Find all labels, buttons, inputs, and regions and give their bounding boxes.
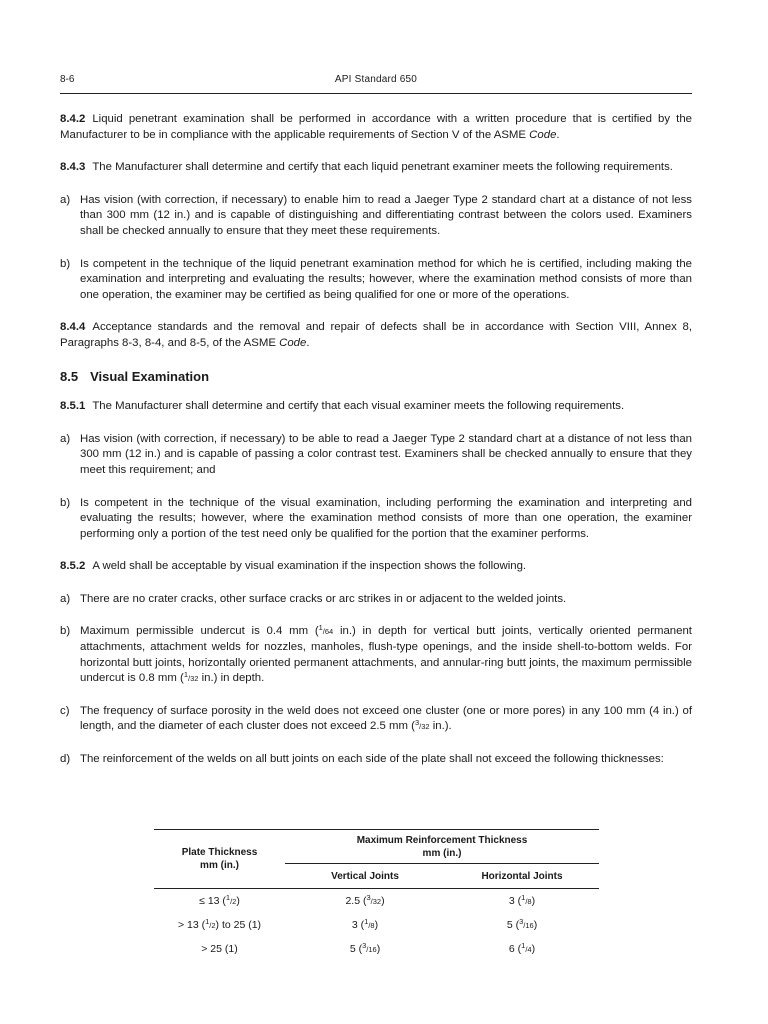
section-text: A weld shall be acceptable by visual examination if the inspection shows the following. — [92, 560, 527, 573]
fraction-numerator: 1 — [364, 916, 369, 926]
cell-text: 5 ( — [349, 942, 363, 955]
page-number: 8-6 — [60, 74, 75, 85]
section-text: Acceptance standards and the removal and repair of defects shall be in accordance with Section VIII, Annex 8, Paragraphs 8-3, 8-4, and 8-5, of the ASME — [60, 321, 692, 349]
item-text: in.) in depth. — [198, 672, 265, 685]
section-8-5-2 — [60, 559, 692, 575]
item-text: Is competent in the technique of the visual examination, including performing the examination and interpreting and evaluating the results; however, where the examination method consists of more than one operation, the examiner performing only a portion of the test need only be qualified for the portion that the examiner performs. — [80, 496, 692, 540]
fraction-numerator: 3 — [362, 940, 367, 950]
cell-text: ) — [376, 942, 381, 955]
item-label: d) — [60, 753, 71, 766]
section-text: The Manufacturer shall determine and certify that each liquid penetrant examiner meets the following requirements. — [92, 161, 673, 174]
table-row — [154, 913, 599, 937]
cell-text: ) — [381, 894, 385, 907]
fraction-numerator: 1 — [205, 916, 210, 926]
table-header-row — [154, 830, 599, 864]
fraction-denominator: /8 — [525, 896, 532, 906]
list-item — [60, 193, 692, 240]
heading-title: Visual Examination — [90, 368, 210, 384]
item-text: The reinforcement of the welds on all butt joints on each side of the plate shall not exceed the following thicknesses: — [80, 753, 664, 766]
fraction-denominator: /16 — [366, 944, 377, 954]
cell-text: ) — [236, 894, 240, 907]
heading-number: 8.5 — [60, 368, 79, 384]
header-line: Maximum Reinforcement Thickness — [356, 835, 528, 846]
section-number: 8.5.2 — [60, 560, 86, 573]
fraction-denominator: /64 — [322, 627, 334, 637]
item-text: Has vision (with correction, if necessary) to be able to read a Jaeger Type 2 standard chart at a distance of not less than 300 mm (12 in.) and is capable of passing a color contrast test. Examiners shall be checked annually to ensure that they meet this requirement; and — [80, 432, 692, 476]
section-number: 8.4.4 — [60, 321, 86, 334]
fraction-numerator: 1 — [183, 670, 188, 680]
cell-vertical — [285, 937, 445, 961]
fraction-denominator: /32 — [370, 896, 382, 906]
cell-plate-thickness — [154, 937, 285, 961]
fraction-numerator: 3 — [414, 718, 420, 728]
item-label: b) — [60, 625, 71, 638]
cell-vertical — [285, 889, 445, 914]
header-horizontal-joints: Horizontal Joints — [445, 864, 599, 889]
cell-horizontal — [445, 937, 599, 961]
header-line: mm (in.) — [422, 848, 462, 859]
cell-text: > 25 (1) — [201, 942, 238, 955]
fraction-numerator: 3 — [366, 892, 371, 902]
header-max-reinforcement — [285, 830, 599, 864]
fraction-denominator: /4 — [525, 944, 532, 954]
section-8-4-3 — [60, 160, 692, 176]
cell-text: 6 ( — [508, 942, 522, 955]
item-text: Maximum permissible undercut is 0.4 mm ( — [80, 625, 319, 638]
section-heading-8-5 — [60, 369, 692, 385]
item-label: c) — [60, 704, 70, 717]
table-row — [154, 937, 599, 961]
cell-text: ≤ 13 ( — [199, 894, 226, 907]
item-label: a) — [60, 193, 71, 206]
cell-text: 2.5 ( — [345, 894, 367, 907]
table-row — [154, 889, 599, 914]
cell-horizontal — [445, 889, 599, 914]
cell-plate-thickness — [154, 889, 285, 914]
fraction-denominator: /8 — [368, 920, 375, 930]
cell-text: 3 ( — [508, 894, 522, 907]
reinforcement-table — [154, 829, 599, 961]
section-text: Liquid penetrant examination shall be performed in accordance with a written procedure that is certified by the Manufacturer to be in compliance with the applicable requirements of Section V of the ASME — [60, 113, 692, 141]
fraction-denominator: /32 — [188, 674, 199, 684]
cell-text: to 25 (1) — [219, 918, 262, 931]
section-number: 8.5.1 — [60, 400, 86, 413]
item-label: a) — [60, 432, 71, 445]
list-item — [60, 592, 692, 608]
period: . — [306, 336, 310, 349]
cell-text: ) — [533, 918, 538, 931]
section-8-4-2 — [60, 112, 692, 143]
item-label: a) — [60, 592, 71, 605]
fraction-numerator: 1 — [225, 892, 231, 902]
fraction-denominator: /32 — [419, 722, 430, 732]
fraction-denominator: /2 — [230, 896, 237, 906]
code-italic: Code — [279, 336, 307, 349]
list-item — [60, 704, 692, 735]
section-8-5-1 — [60, 399, 692, 415]
period: . — [556, 128, 560, 141]
header-line: Plate Thickness — [181, 847, 258, 858]
header-line: mm (in.) — [200, 860, 239, 871]
item-text: in.). — [429, 720, 452, 733]
cell-text: 5 ( — [506, 918, 520, 931]
list-item — [60, 496, 692, 543]
item-text: in.) in depth for vertical butt joints, vertically oriented permanent attachments, attachment welds for nozzles, manholes, flush-type openings, and the inside shell-to-bottom welds. For horizontal butt joints, horizontally oriented permanent attachments, and annular-ring butt joints, the maximum permissible undercut is 0.8 mm ( — [80, 625, 692, 685]
list-item — [60, 624, 692, 686]
cell-text: ) — [531, 942, 536, 955]
item-text: There are no crater cracks, other surface cracks or arc strikes in or adjacent to the welded joints. — [80, 592, 567, 605]
code-italic: Code — [529, 128, 557, 141]
cell-text: 3 ( — [351, 918, 365, 931]
running-header — [60, 72, 692, 88]
cell-text: ) — [374, 918, 379, 931]
item-text: The frequency of surface porosity in the weld does not exceed one cluster (one or more pores) in any 100 mm (4 in.) of length, and the diameter of each cluster does not exceed 2.5 mm ( — [80, 704, 692, 733]
item-label: b) — [60, 496, 71, 509]
fraction-numerator: 1 — [521, 940, 526, 950]
cell-vertical — [285, 913, 445, 937]
fraction-denominator: /16 — [523, 920, 534, 930]
cell-horizontal — [445, 913, 599, 937]
cell-text: > 13 ( — [177, 918, 206, 931]
header-rule — [60, 93, 692, 94]
header-title: API Standard 650 — [334, 74, 418, 85]
section-text: The Manufacturer shall determine and certify that each visual examiner meets the following requirements. — [92, 400, 625, 413]
list-item — [60, 432, 692, 479]
cell-plate-thickness — [154, 913, 285, 937]
item-text: Has vision (with correction, if necessary) to enable him to read a Jaeger Type 2 standard chart at a distance of not less than 300 mm (12 in.) and is capable of distinguishing and differentiating contrast between the colors used. Examiners shall be checked annually to ensure that they meet these requirements. — [80, 193, 692, 237]
item-text: Is competent in the technique of the liquid penetrant examination method for which he is certified, including making the examination and interpreting and evaluating the results; however, where the examination method consists of more than one operation, the examiner may be certified as being qualified for one or more of the operations. — [80, 257, 692, 301]
header-vertical-joints: Vertical Joints — [285, 864, 445, 889]
cell-text: ) — [531, 894, 536, 907]
header-plate-thickness — [154, 830, 285, 889]
item-label: b) — [60, 257, 71, 270]
list-item — [60, 257, 692, 304]
fraction-numerator: 1 — [318, 623, 323, 633]
fraction-denominator: /2 — [209, 920, 216, 930]
section-8-4-4 — [60, 320, 692, 351]
section-number: 8.4.3 — [60, 161, 86, 174]
fraction-numerator: 3 — [519, 916, 524, 926]
list-item — [60, 752, 692, 768]
section-number: 8.4.2 — [60, 113, 86, 125]
fraction-numerator: 1 — [521, 892, 526, 902]
page-body — [60, 112, 692, 785]
cell-text: ) — [215, 918, 220, 931]
